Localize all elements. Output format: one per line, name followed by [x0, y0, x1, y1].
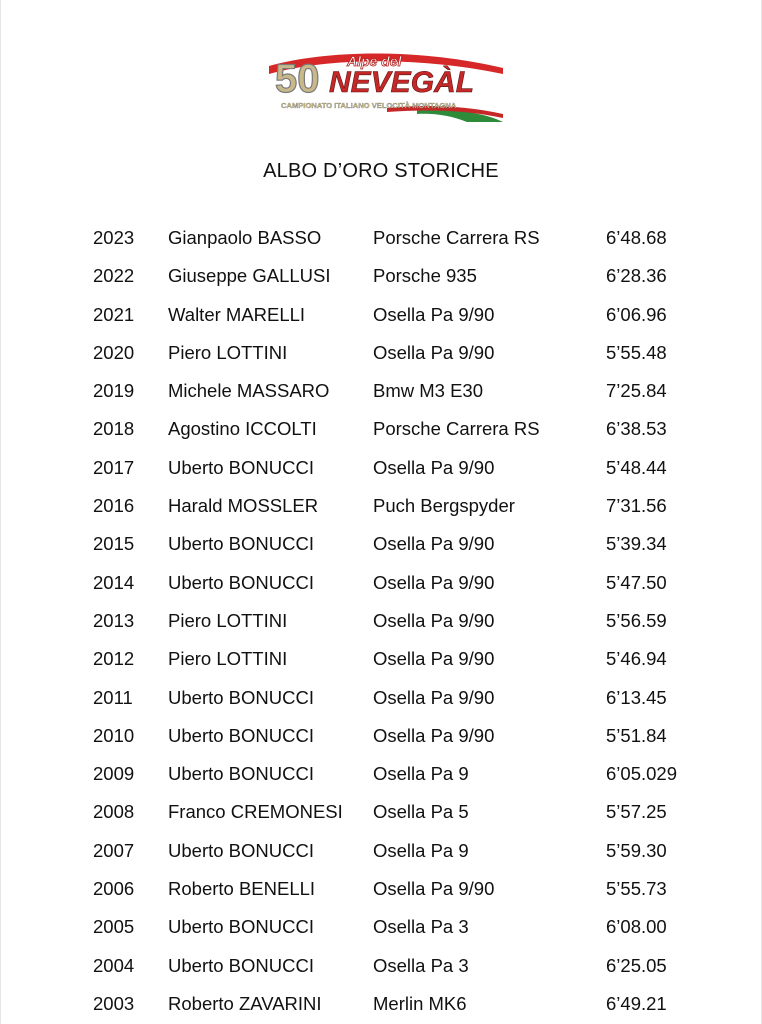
- table-row: [0, 257, 762, 295]
- row-time: 5’59.30: [606, 839, 667, 861]
- row-driver: Uberto BONUCCI: [168, 916, 314, 938]
- row-car: Puch Bergspyder: [373, 495, 515, 517]
- row-time: 6’48.68: [606, 227, 667, 248]
- row-year: 2014: [93, 571, 135, 593]
- row-car: Osella Pa 9/90: [373, 456, 495, 478]
- row-car: Bmw M3 E30: [373, 380, 484, 402]
- row-year: 2021: [93, 303, 135, 325]
- table-row: [0, 793, 762, 831]
- row-time: 7’31.56: [606, 495, 667, 517]
- row-time: 5’51.84: [606, 724, 667, 746]
- row-time: 6’08.00: [606, 916, 667, 938]
- table-row: [0, 564, 762, 602]
- row-car: Osella Pa 9/90: [373, 533, 495, 555]
- row-time: 7’25.84: [606, 380, 667, 402]
- row-time: 5’57.25: [606, 801, 667, 823]
- table-row: [0, 947, 762, 985]
- table-row: [0, 487, 762, 525]
- row-year: 2022: [93, 265, 135, 287]
- row-driver: Uberto BONUCCI: [168, 954, 314, 976]
- row-year: 2018: [93, 418, 135, 440]
- row-driver: Piero LOTTINI: [168, 648, 288, 670]
- row-car: Osella Pa 9/90: [373, 303, 495, 325]
- row-year: 2010: [93, 724, 135, 746]
- row-car: Osella Pa 9/90: [373, 609, 495, 631]
- row-driver: Gianpaolo BASSO: [168, 227, 322, 248]
- row-car: Osella Pa 9/90: [373, 686, 495, 708]
- row-driver: Giuseppe GALLUSI: [168, 265, 331, 287]
- row-time: 6’38.53: [606, 418, 667, 440]
- row-driver: Uberto BONUCCI: [168, 724, 314, 746]
- row-driver: Uberto BONUCCI: [168, 571, 314, 593]
- row-car: Porsche Carrera RS: [373, 418, 540, 440]
- row-year: 2012: [93, 648, 135, 670]
- row-year: 2019: [93, 380, 135, 402]
- row-driver: Uberto BONUCCI: [168, 839, 314, 861]
- table-row: [0, 219, 762, 257]
- row-driver: Franco CREMONESI: [168, 801, 343, 823]
- results-table: [0, 219, 762, 1023]
- row-time: 5’55.48: [606, 341, 667, 363]
- row-driver: Roberto ZAVARINI: [168, 992, 322, 1014]
- table-row: [0, 679, 762, 717]
- row-car: Osella Pa 9/90: [373, 341, 495, 363]
- row-driver: Uberto BONUCCI: [168, 533, 314, 555]
- table-row: [0, 410, 762, 448]
- row-year: 2007: [93, 839, 135, 861]
- row-time: 6’49.21: [606, 992, 667, 1014]
- logo-number: 50: [275, 57, 320, 101]
- table-row: [0, 525, 762, 563]
- row-car: Osella Pa 9: [373, 763, 469, 785]
- row-car: Osella Pa 9/90: [373, 724, 495, 746]
- table-row: [0, 832, 762, 870]
- table-row: [0, 449, 762, 487]
- logo-line1: Alpe del: [347, 53, 402, 69]
- row-car: Osella Pa 3: [373, 954, 469, 976]
- row-car: Merlin MK6: [373, 992, 467, 1014]
- table-row: [0, 717, 762, 755]
- row-year: 2016: [93, 495, 135, 517]
- row-driver: Michele MASSARO: [168, 380, 330, 402]
- row-year: 2013: [93, 609, 135, 631]
- table-row: [0, 870, 762, 908]
- row-year: 2008: [93, 801, 135, 823]
- row-driver: Harald MOSSLER: [168, 495, 319, 517]
- row-year: 2009: [93, 763, 135, 785]
- table-row: [0, 985, 762, 1023]
- row-car: Osella Pa 3: [373, 916, 469, 938]
- row-time: 5’56.59: [606, 609, 667, 631]
- row-year: 2004: [93, 954, 135, 976]
- table-row: [0, 296, 762, 334]
- row-car: Osella Pa 9/90: [373, 648, 495, 670]
- row-car: Osella Pa 9/90: [373, 571, 495, 593]
- event-logo: [267, 48, 507, 124]
- logo-line2: NEVEGÀL: [329, 66, 475, 99]
- row-time: 6’05.029: [606, 763, 677, 785]
- row-year: 2003: [93, 992, 135, 1014]
- row-time: 6’25.05: [606, 954, 667, 976]
- row-time: 5’39.34: [606, 533, 667, 555]
- row-year: 2011: [93, 686, 133, 708]
- row-time: 5’47.50: [606, 571, 667, 593]
- row-time: 5’48.44: [606, 456, 667, 478]
- row-year: 2015: [93, 533, 135, 555]
- table-row: [0, 908, 762, 946]
- table-row: [0, 602, 762, 640]
- table-row: [0, 334, 762, 372]
- row-time: 5’55.73: [606, 878, 667, 900]
- table-row: [0, 372, 762, 410]
- row-car: Osella Pa 9: [373, 839, 469, 861]
- row-driver: Uberto BONUCCI: [168, 686, 314, 708]
- row-car: Osella Pa 5: [373, 801, 469, 823]
- row-car: Osella Pa 9/90: [373, 878, 495, 900]
- row-year: 2006: [93, 878, 135, 900]
- row-driver: Piero LOTTINI: [168, 341, 288, 363]
- table-row: [0, 640, 762, 678]
- page-title: ALBO D’ORO STORICHE: [263, 160, 499, 182]
- row-car: Porsche 935: [373, 265, 477, 287]
- row-car: Porsche Carrera RS: [373, 227, 540, 248]
- logo-line3: CAMPIONATO ITALIANO VELOCITÀ MONTAGNA: [281, 101, 457, 110]
- row-driver: Agostino ICCOLTI: [168, 418, 317, 440]
- row-time: 6’06.96: [606, 303, 667, 325]
- row-time: 6’28.36: [606, 265, 667, 287]
- row-year: 2023: [93, 227, 135, 248]
- row-year: 2017: [93, 456, 135, 478]
- row-driver: Walter MARELLI: [168, 303, 306, 325]
- row-driver: Uberto BONUCCI: [168, 456, 314, 478]
- row-year: 2005: [93, 916, 135, 938]
- row-driver: Uberto BONUCCI: [168, 763, 314, 785]
- row-time: 5’46.94: [606, 648, 667, 670]
- table-row: [0, 755, 762, 793]
- row-time: 6’13.45: [606, 686, 667, 708]
- row-year: 2020: [93, 341, 135, 363]
- row-driver: Piero LOTTINI: [168, 609, 288, 631]
- row-driver: Roberto BENELLI: [168, 878, 316, 900]
